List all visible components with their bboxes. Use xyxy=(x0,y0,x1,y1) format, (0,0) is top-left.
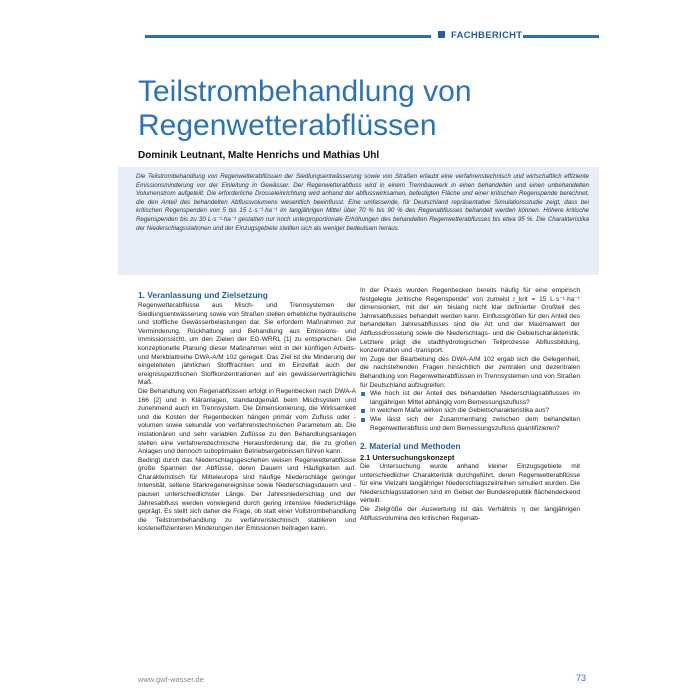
bullet-square-icon xyxy=(361,392,365,396)
paragraph: Im Zuge der Bearbeitung des DWA-A/M 102 ergab sich die Gelegenheit, die nachstehenden Fragen hinsichtlich der zentralen und dezentralen Behandlung von Regenwetterabflüssen in Trennsystemen und von Straßen für Deutschland aufzugreifen: xyxy=(360,355,580,389)
column-right xyxy=(360,287,580,523)
bullet-square-icon xyxy=(361,418,365,422)
header-rule-right xyxy=(523,35,599,38)
section-tag xyxy=(438,30,522,41)
column-left xyxy=(138,290,356,534)
paragraph: Bedingt durch das Niederschlagsgeschehen weisen Regenwetterabflüsse große Spannen der Abflüsse, deren Dauern und Häufigkeiten auf. Charakteristisch für Mitteleuropa sind häufige Niederschläge geringer Intensität, seltene Starkregenereignisse sowie Niederschlagsdauern und -pausen unterschiedlichster Länge. Der Jahresniederschlag und der Jahresabfluss werden vorwiegend durch gering intensive Niederschläge geprägt. Es stellt sich daher die Frage, ob statt einer Vollstrombehandlung die Teilstrombehandlung zu verfahrenstechnisch stabileren und kosteneffizienteren Minderungen der Emissionen beitragen kann. xyxy=(138,456,356,533)
abstract-box xyxy=(118,167,599,275)
section-1-heading: 1. Veranlassung und Zielsetzung xyxy=(138,290,268,300)
paragraph: Die Untersuchung wurde anhand kleiner Einzugsgebiete mit unterschiedlicher Charakteristik durchgeführt, deren Regenwetterabflüsse für eine Vielzahl langjähriger Niederschlagszeitreihen simuliert wurden. Die Niederschlagsstationen sind im Gebiet der Bundesrepublik flächendeckend verteilt. xyxy=(360,463,580,505)
question-list xyxy=(360,390,580,433)
square-marker-icon xyxy=(438,31,445,38)
footer-url: www.gwf-wasser.de xyxy=(138,675,204,684)
section-tag-label: FACHBERICHT xyxy=(451,30,523,41)
subsection-2-1-heading: 2.1 Untersuchungskonzept xyxy=(360,453,455,463)
list-item: Wie lässt sich der Zusammenhang zwischen dem behandelten Regenwetterabfluss und dem Bemessungszufluss quantifizieren? xyxy=(360,416,580,433)
article-authors: Dominik Leutnant, Malte Henrichs und Mathias Uhl xyxy=(138,150,380,161)
article-title: Teilstrombehandlung von Regenwetterabflüssen xyxy=(138,75,472,142)
page-number: 73 xyxy=(576,673,587,683)
paragraph: Die Behandlung von Regenabflüssen erfolgt in Regenbecken nach DWA-A 166 [2] und in Kläranlagen, standardgemäß beim Mischsystem und zunehmend auch im Trennsystem. Die Dimensionierung, die Wirksamkeit und die Kosten der Regenbecken hängen primär vom Zufluss oder -volumen sowie sekundär von verfahrenstechnischen Parametern ab. Die instationären und sehr variablen Zuflüsse zu den Behandlungsanlagen stellen eine verfahrenstechnische Herausforderung dar, die zu großen Anlagen und dennoch suboptimalen Betriebsergebnissen führen kann. xyxy=(138,387,356,456)
paragraph: In der Praxis wurden Regenbecken bereits häufig für eine empirisch festgelegte „kritische Regenspende“ von zumeist r_krit = 15 L·s⁻¹·ha⁻¹ dimensioniert, mit der ein bislang nicht klar definierter Großteil des Jahresabflusses behandelt werden kann. Einflussgrößen für den Anteil des behandelten Jahresabflusses sind die Art und der Maximalwert der Abflussdrosselung sowie die Niederschlags- und die Gebietscharakteristik. Letztere prägt die stadthydrologischen Teilprozesse Abflussbildung, konzentration und -transport. xyxy=(360,287,580,355)
abstract-text: Die Teilstrombehandlung von Regenwetterabflüssen der Siedlungsentwässerung sowie von Straßen erlaubt eine verfahrenstechnisch und wirtschaftlich effiziente Emissionsminderung vor der Einleitung in Gewässer. Der Regenwetterabfluss wird in einem Trennbauwerk in einen behandelten und einen unbehandelten Volumenstrom aufgeteilt. Die erforderliche Drosseleinrichtung wird anhand der abflusswirksamen, befestigten Fläche und einer kritischen Regenspende berechnet, die den Anteil des behandelten Abflussvolumens wesentlich beeinflusst. Eine umfassende, für Deutschland repräsentative Simulationsstudie zeigt, dass bei kritischen Regenspenden von 5 bis 15 L·s⁻¹·ha⁻¹ im langjährigen Mittel über 70 % bis 90 % des Regenabflusses behandelt werden können. Höhere kritische Regenspenden bis zu 30 L·s⁻¹·ha⁻¹ gestatten nur noch unterproportionale Erhöhungen des behandelten Regenwetterabflusses bis etwa 95 %. Die Charakteristika der Niederschlagsstationen und der Einzugsgebiete stellten sich als weniger bedeutsam heraus. xyxy=(136,173,589,232)
list-item: Wie hoch ist der Anteil des behandelten Niederschlagsabflusses im langjährigen Mittel abhängig vom Bemessungszufluss? xyxy=(360,390,580,407)
bullet-square-icon xyxy=(361,409,365,413)
header-rule-left xyxy=(145,35,431,38)
paragraph: Die Zielgröße der Auswertung ist das Verhältnis η der langjährigen Abflussvolumina des kritischen Regenab- xyxy=(360,506,580,522)
paragraph: Regenwetterabflüsse aus Misch- und Trennsystemen der Siedlungsentwässerung sowie von Straßen stellen erhebliche hydraulische und stoffliche Gewässerbelastungen dar. Sie erfordern Maßnahmen zur Verminderung, Rückhaltung und Behandlung aus Emissions- und Immissionssicht, um den Zielen der EG-WRRL [1] zu entsprechen. Die konzeptionelle Planung dieser Maßnahmen wird in der künftigen Arbeits- und Merkblattreihe DWA-A/M 102 geregelt. Das Ziel ist die Minderung der eingeleiteten jährlichen Stofffrachten und im Einzelfall auch der ereignisspezifischen Stoffkonzentrationen auf ein gewässerverträgliches Maß. xyxy=(138,302,356,387)
list-item: In welchem Maße wirken sich die Gebietscharakteristika aus? xyxy=(360,407,580,416)
section-2-heading: 2. Material und Methoden xyxy=(360,441,461,452)
